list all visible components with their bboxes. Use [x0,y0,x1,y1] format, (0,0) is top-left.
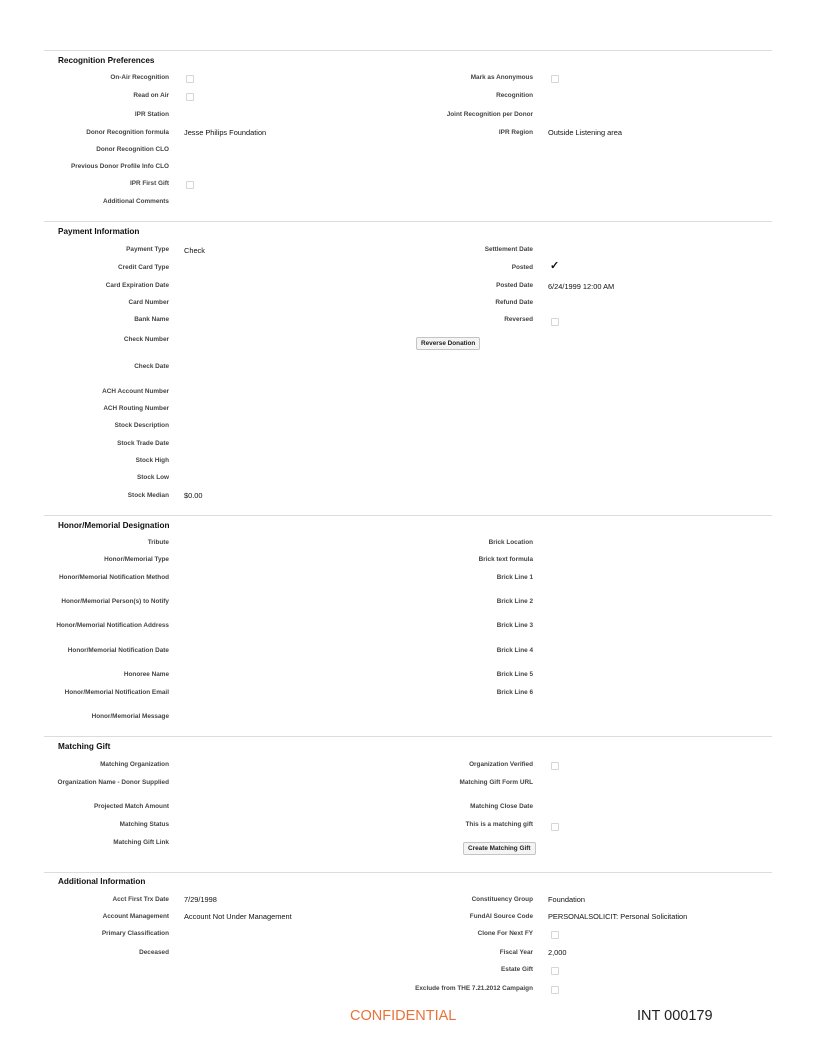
section-divider [44,872,772,873]
estate-gift-label: Estate Gift [501,966,533,973]
reversed-label: Reversed [504,316,533,323]
fiscal-year-value: 2,000 [548,948,567,957]
exclude-campaign-label: Exclude from THE 7.21.2012 Campaign [415,985,533,992]
bates-number: INT 000179 [637,1008,713,1024]
projected-match-label: Projected Match Amount [93,803,169,810]
on-air-recognition-checkbox[interactable] [186,75,194,83]
mark-anonymous-label: Mark as Anonymous [470,74,533,81]
fundai-source-code-label: FundAI Source Code [469,913,533,920]
check-number-label: Check Number [123,336,169,343]
stock-description-label: Stock Description [114,422,169,429]
ipr-station-label: IPR Station [134,111,169,118]
joint-recognition-label: Joint Recognition per Donor [446,111,533,118]
notification-address-label: Honor/Memorial Notification Address [56,622,169,629]
constituency-group-label: Constituency Group [471,896,533,903]
brick-location-label: Brick Location [488,539,533,546]
recognition-label: Recognition [496,92,533,99]
tribute-label: Tribute [147,539,169,546]
matching-gift-link-label: Matching Gift Link [113,839,169,846]
check-date-label: Check Date [134,363,169,370]
notification-method-label: Honor/Memorial Notification Method [58,574,169,581]
additional-section-title: Additional Information [58,877,146,886]
account-management-label: Account Management [102,913,169,920]
brick-line-1-label: Brick Line 1 [496,574,533,581]
brick-line-5-label: Brick Line 5 [496,671,533,678]
payment-type-value: Check [184,246,205,255]
reversed-checkbox[interactable] [551,318,559,326]
stock-median-label: Stock Median [127,492,169,499]
ipr-first-gift-checkbox[interactable] [186,181,194,189]
card-expiration-label: Card Expiration Date [105,282,169,289]
section-divider [44,736,772,737]
read-on-air-label: Read on Air [133,92,169,99]
estate-gift-checkbox[interactable] [551,967,559,975]
constituency-group-value: Foundation [548,895,585,904]
donor-recognition-formula-value: Jesse Philips Foundation [184,128,267,137]
ipr-region-value: Outside Listening area [548,128,622,137]
ach-routing-label: ACH Routing Number [103,405,169,412]
is-matching-gift-label: This is a matching gift [465,821,533,828]
section-divider [44,221,772,222]
account-management-value: Account Not Under Management [184,912,292,921]
card-number-label: Card Number [128,299,169,306]
stock-median-value: $0.00 [184,491,203,500]
honor-type-label: Honor/Memorial Type [104,556,169,563]
bank-name-label: Bank Name [134,316,169,323]
matching-gift-form-url-label: Matching Gift Form URL [459,779,533,786]
section-divider [44,515,772,516]
ipr-first-gift-label: IPR First Gift [129,180,169,187]
org-name-donor-supplied-label: Organization Name - Donor Supplied [57,779,169,786]
reverse-donation-button[interactable]: Reverse Donation [416,337,480,350]
posted-checkmark-icon[interactable]: ✓ [550,260,560,272]
matching-section-title: Matching Gift [58,742,111,751]
refund-date-label: Refund Date [495,299,533,306]
ipr-region-label: IPR Region [498,129,533,136]
clone-next-fy-checkbox[interactable] [551,931,559,939]
brick-line-6-label: Brick Line 6 [496,689,533,696]
brick-text-formula-label: Brick text formula [478,556,533,563]
acct-first-trx-label: Acct First Trx Date [112,896,169,903]
previous-donor-profile-label: Previous Donor Profile Info CLO [71,163,169,170]
stock-low-label: Stock Low [137,474,169,481]
acct-first-trx-value: 7/29/1998 [184,895,217,904]
read-on-air-checkbox[interactable] [186,93,194,101]
mark-anonymous-checkbox[interactable] [551,75,559,83]
additional-comments-label: Additional Comments [102,198,169,205]
credit-card-type-label: Credit Card Type [117,264,169,271]
payment-type-label: Payment Type [126,246,169,253]
create-matching-gift-button[interactable]: Create Matching Gift [463,842,536,855]
is-matching-gift-checkbox[interactable] [551,823,559,831]
payment-section-title: Payment Information [58,227,140,236]
on-air-recognition-label: On-Air Recognition [110,74,169,81]
persons-to-notify-label: Honor/Memorial Person(s) to Notify [61,598,169,605]
fiscal-year-label: Fiscal Year [499,949,533,956]
matching-organization-label: Matching Organization [100,761,169,768]
organization-verified-checkbox[interactable] [551,762,559,770]
donor-recognition-clo-label: Donor Recognition CLO [96,146,169,153]
brick-line-2-label: Brick Line 2 [496,598,533,605]
fundai-source-code-value: PERSONALSOLICIT: Personal Solicitation [548,912,688,921]
brick-line-3-label: Brick Line 3 [496,622,533,629]
matching-status-label: Matching Status [119,821,169,828]
matching-close-date-label: Matching Close Date [470,803,533,810]
honor-section-title: Honor/Memorial Designation [58,521,170,530]
clone-next-fy-label: Clone For Next FY [477,930,533,937]
recognition-section-title: Recognition Preferences [58,56,155,65]
exclude-campaign-checkbox[interactable] [551,986,559,994]
honor-message-label: Honor/Memorial Message [91,713,169,720]
stock-trade-date-label: Stock Trade Date [117,440,169,447]
donor-recognition-formula-label: Donor Recognition formula [86,129,169,136]
posted-date-value: 6/24/1999 12:00 AM [548,282,615,291]
stock-high-label: Stock High [135,457,169,464]
organization-verified-label: Organization Verified [469,761,533,768]
confidential-stamp: CONFIDENTIAL [350,1008,457,1024]
settlement-date-label: Settlement Date [484,246,533,253]
primary-classification-label: Primary Classification [101,930,169,937]
notification-date-label: Honor/Memorial Notification Date [67,647,169,654]
posted-date-label: Posted Date [496,282,533,289]
brick-line-4-label: Brick Line 4 [496,647,533,654]
honoree-name-label: Honoree Name [123,671,169,678]
deceased-label: Deceased [139,949,169,956]
ach-account-label: ACH Account Number [102,388,169,395]
section-divider [44,50,772,51]
posted-label: Posted [511,264,533,271]
notification-email-label: Honor/Memorial Notification Email [64,689,169,696]
